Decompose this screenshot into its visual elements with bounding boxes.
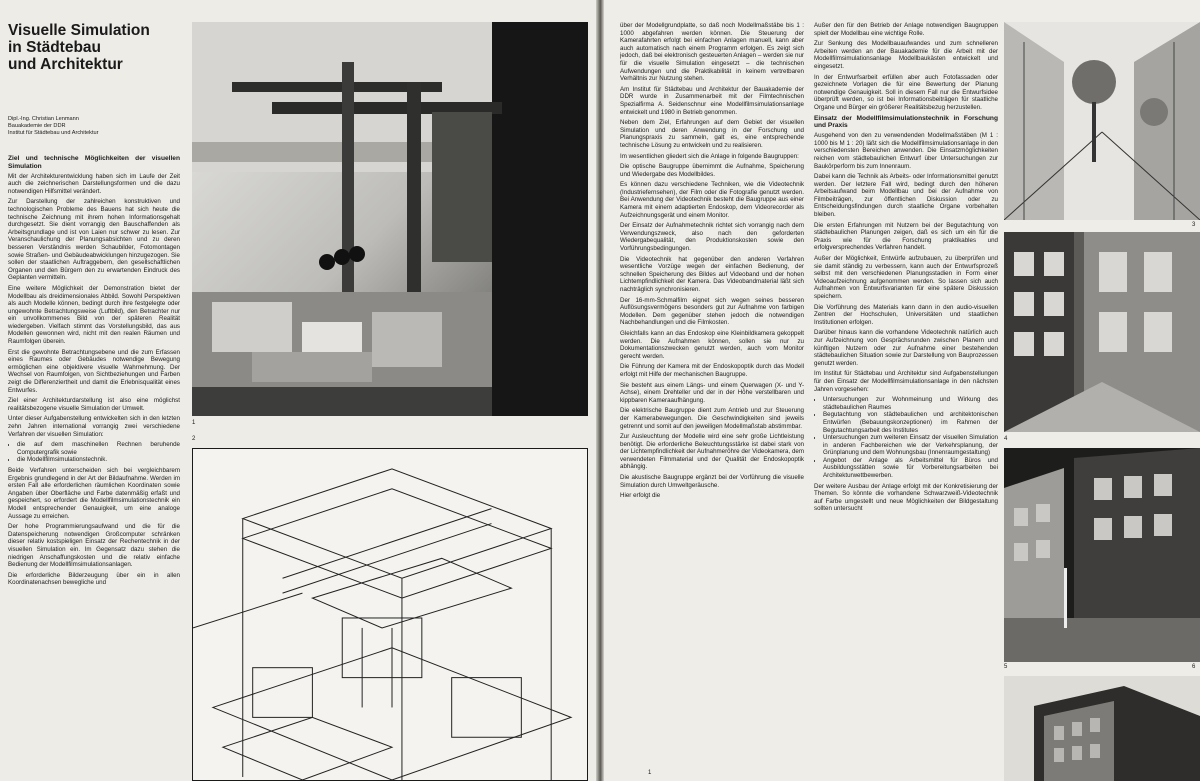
paragraph: Ausgehend von den zu verwendenden Modellmaßstäben (M 1 : 1000 bis M 1 : 20) läßt sich die Modellfilmsimulationsanlage in den verschiedensten Bereichen anwenden. Die Einsatzmöglichkeiten reichen vom städtebaulichen Entwurf über Untersuchungen zur Baukörperform bis zum Innenraum. xyxy=(814,132,998,170)
text-column-3 xyxy=(620,22,804,781)
paragraph: Am Institut für Städtebau und Architektur der Bauakademie der DDR wurde in Zusammenarbeit mit der Filmtechnischen Spezialfirma A. Seidenschnur eine Modellfilmsimulationsanlage entwickelt und 1980 in Betrieb genommen. xyxy=(620,85,804,116)
bullet-item: • die Modellfilmsimulationstechnik. xyxy=(17,456,180,464)
paragraph: Dabei kann die Technik als Arbeits- oder Informationsmittel genutzt werden. Der letztere Fall wird, bedingt durch den höheren Arbeitsaufwand beim Modellbau und bei der Aufnahme von Filmbeiträgen, zur öffentlichen Diskussion oder zu Entscheidungsfindungen durch staatliche Organe vorbehalten bleiben. xyxy=(814,173,998,219)
article-title xyxy=(8,22,178,73)
author-affiliation: Bauakademie der DDR xyxy=(8,123,66,129)
title-line: Visuelle Simulation xyxy=(8,22,150,39)
paragraph: über der Modellgrundplatte, so daß noch Modellmaßstäbe bis 1 : 1000 abgefahren werden können. Die Steuerung der Kamerafahrten erfolgt bei einfachen Anlagen manuell, kann aber auch automatisch nach einem Programm erfolgen. Es zeigt sich jedoch, daß bei elektronisch gesteuerten Anlagen – werden sie nur für die visuelle Simulation eingesetzt – die technischen Aufwendungen und die Praktikabilität in keinem vertretbaren Verhältnis zur Nutzung stehen. xyxy=(620,22,804,83)
paragraph: Der hohe Programmierungsaufwand und die für die Datenspeicherung notwendigen Großcomputer schränken dieser relativ kostspieligen Einsatz der Rechentechnik in der visuellen Simulation ein. Im Gegensatz dazu stehen die niedrigen Anschaffungskosten und die relativ einfache Bedienung der Modellfilmsimulationsanlagen. xyxy=(8,523,180,569)
paragraph: Mit der Architekturentwicklung haben sich im Laufe der Zeit auch die zeichnerischen Darstellungsformen und die dazu notwendigen Hilfsmittel verändert. xyxy=(8,172,180,195)
right-page xyxy=(604,0,1200,781)
paragraph: Die akustische Baugruppe ergänzt bei der Vorführung die visuelle Simulation durch Umweltgeräusche. xyxy=(620,474,804,489)
figure-number: 4 xyxy=(1004,436,1008,442)
left-page xyxy=(0,0,596,781)
paragraph: Der weitere Ausbau der Anlage erfolgt mit der Konkretisierung der Themen. So könnte die vorhandene Schwarzweiß-Videotechnik auf Farbe umgestellt und neue Möglichkeiten der Bildgestaltung sollten untersucht xyxy=(814,482,998,513)
paragraph: Beide Verfahren unterscheiden sich bei vergleichbarem Ergebnis grundlegend in der Art der Bildaufnahme. Werden im ersten Fall alle erforderlichen räumlichen Koordinaten sowie Angaben über Oberfläche und Farbe datenmäßig erfaßt und gespeichert, so erfordert die Modellfilmsimulationstechnik ein Modell entsprechender Genauigkeit, um eine analoge Aussage zu erreichen. xyxy=(8,466,180,520)
paragraph: Gleichfalls kann an das Endoskop eine Kleinbildkamera gekoppelt werden. Die Aufnahmen können, sollen sie nur zu Dokumentationszwecken genutzt werden, auch vom Monitor gerecht werden. xyxy=(620,329,804,360)
paragraph: Zur Darstellung der zahlreichen konstruktiven und technologischen Probleme des Bauens hat sich heute die technische Zeichnung mit ihrem hohen Informationsgehalt durchgesetzt. Sie dient vorrangig den Bauschaffenden als Arbeitsgrundlage und ist von Laien nur schwer zu lesen. Zur Veranschaulichung der Planungsabsichten und zu deren besseren Verständnis werden Schaubilder, Fotomontagen sowie Straßen- und Gebäudeabwicklungen hinzugezogen. Sie sollen der staatlichen Auftraggebern, den gesellschaftlichen Organen und den Bürgern den zu erwartenden Eindruck des Geplanten vermitteln. xyxy=(8,198,180,282)
author-institute: Institut für Städtebau und Architektur xyxy=(8,130,99,136)
paragraph: Die Führung der Kamera mit der Endoskopoptik durch das Modell erfolgt mit Hilfe der mechanischen Baugruppe. xyxy=(620,363,804,378)
figure-number: 3 xyxy=(1192,222,1196,228)
paragraph: Im Institut für Städtebau und Architektur sind Aufgabenstellungen für den Einsatz der Modellfilmsimulationsanlage in den nächsten Jahren vorgesehen: xyxy=(814,370,998,393)
book-gutter xyxy=(596,0,604,781)
paragraph: Unter dieser Aufgabenstellung entwickelten sich in den letzten zehn Jahren international vorrangig zwei verschiedene Verfahren der visuellen Simulation: xyxy=(8,415,180,438)
paragraph: Die Vorführung des Materials kann dann in den audio-visuellen Zentren der Hochschulen, Universitäten und staatlichen Institutionen erfolgen. xyxy=(814,303,998,326)
paragraph: Die erforderliche Bilderzeugung über ein in allen Koordinatenachsen bewegliche und xyxy=(8,571,180,587)
bullet-item: • Untersuchungen zur Wohnmeinung und Wirkung des städtebaulichen Raumes xyxy=(823,396,998,411)
figure-2-drawing xyxy=(192,448,588,781)
paragraph: Die ersten Erfahrungen mit Nutzern bei der Begutachtung von städtebaulichen Planungen zeigen, daß es sich um ein für die Praxis wie für die Forschung praktikables und erfolgversprechendes Verfahren handelt. xyxy=(814,221,998,252)
text-column-4 xyxy=(814,22,998,781)
paragraph: Erst die gewohnte Betrachtungsebene und die zum Erfassen eines Raumes oder Gebäudes notwendige Bewegung ermöglichen eine objektivere visuelle Wahrnehmung. Der Wechsel von Raumfolgen, von Sichtbeziehungen und Farben zeigt die Differenziertheit und damit die Erlebnisqualität eines Entwurfes. xyxy=(8,348,180,394)
street-model-icon xyxy=(1004,448,1200,662)
apparatus-photo-icon xyxy=(192,22,588,416)
facade-model-icon xyxy=(1004,232,1200,432)
paragraph: Eine weitere Möglichkeit der Demonstration bietet der Modellbau als dreidimensionales Abbild. Sowohl Perspektiven als auch Modelle können, bedingt durch ihre festgelegte oder ungewohnte Betrachtungsweise (Luftbild), den Betrachter nur ein unvollkommenes Bild von der späteren Realität wiedergeben. Vielfach stimmt das Vorstellungsbild, das aus Modellen gewonnen wird, nicht mit den realen Räumen und Raumfolgen überein. xyxy=(8,284,180,346)
figure-number: 2 xyxy=(192,436,196,442)
paragraph: Es können dazu verschiedene Techniken, wie die Videotechnik (Industriefernsehen), der Film oder die Fotografie genutzt werden. Bei Anwendung der Videotechnik besteht die Baugruppe aus einer Kamera mit einem adaptierten Endoskop, dem Videorecorder als Aufzeichnungsgerät und einem Monitor. xyxy=(620,181,804,219)
caption-number: 1 xyxy=(648,770,652,776)
paragraph: Die optische Baugruppe übernimmt die Aufnahme, Speicherung und Wiedergabe des Modellbildes. xyxy=(620,163,804,178)
paragraph: Sie besteht aus einem Längs- und einem Querwagen (X- und Y-Achse), einem Drehteller und der in der Höhe verstellbaren und kippbaren Kameraaufhängung. xyxy=(620,381,804,404)
bullet-item: • die auf dem maschinellen Rechnen beruhende Computergrafik sowie xyxy=(17,441,180,456)
paragraph: Neben dem Ziel, Erfahrungen auf dem Gebiet der visuellen Simulation und deren Anwendung in der Forschung und Planungspraxis zu sammeln, galt es, eine entsprechende technische Lösung zu entwickeln und zu realisieren. xyxy=(620,119,804,149)
title-line: und Architektur xyxy=(8,56,123,73)
paragraph: Außer den für den Betrieb der Anlage notwendigen Baugruppen spielt der Modellbau eine wichtige Rolle. xyxy=(814,22,998,37)
figure-number: 5 xyxy=(1004,664,1008,670)
author-name: Dipl.-Ing. Christian Lenmann xyxy=(8,116,79,122)
author-block xyxy=(8,116,180,137)
paragraph: Der Einsatz der Aufnahmetechnik richtet sich vorrangig nach dem Verwendungszweck, also nach den geforderten Wiedergabequalität, den Produktionskosten sowie den Vorführungsbedingungen. xyxy=(620,222,804,253)
title-line: in Städtebau xyxy=(8,39,102,56)
figure-5-photo xyxy=(1004,448,1200,662)
paragraph: Die Videotechnik hat gegenüber den anderen Verfahren wesentliche Vorzüge wegen der einfachen Bedienung, der schnellen Speicherung des Bildes auf Videoband und der hohen Lichtempfindlichkeit der Kamera. Das Videobandmaterial läßt sich nachträglich synchronisieren. xyxy=(620,255,804,293)
paragraph: Darüber hinaus kann die vorhandene Videotechnik natürlich auch zur Aufzeichnung von Gesprächsrunden zwischen Planern und künftigen Nutzern oder zur Aufnahme einer bestehenden städtebaulichen Situation sowie zur Darstellung von Bauprozessen genutzt werden. xyxy=(814,329,998,367)
isometric-drawing-icon xyxy=(193,449,587,780)
bullet-item: • Angebot der Anlage als Arbeitsmittel für Büros und Ausbildungsstätten sowie für Vorbereitungsarbeiten bei Architekturwettbewerben. xyxy=(823,457,998,480)
paragraph: Im wesentlichen gliedert sich die Anlage in folgende Baugruppen: xyxy=(620,152,799,160)
arcade-sketch-icon xyxy=(1004,22,1200,220)
figure-4-photo xyxy=(1004,232,1200,432)
bullet-item: • Begutachtung von städtebaulichen und architektonischen Entwürfen (Bebauungskonzeptionen) im Rahmen der Begutachtungsarbeit des Institutes xyxy=(823,411,998,434)
section-heading: Einsatz der Modellfilmsimulationstechnik in Forschung und Praxis xyxy=(814,114,998,130)
text-column-1 xyxy=(8,152,180,781)
paragraph: Außer der Möglichkeit, Entwürfe aufzubauen, zu überprüfen und sie damit ständig zu verbessern, kann auch der Entwurfsprozeß selbst mit den verschiedenen Planungsstadien in Form einer Videoaufzeichnung aufgenommen werden. So lassen sich auch Aufnahmen von Entwurfsvarianten für eine spätere Diskussion speichern. xyxy=(814,255,998,300)
bullet-item: • Untersuchungen zum weiteren Einsatz der visuellen Simulation in anderen Fachbereichen wie der Verkehrsplanung, der Grünplanung und dem Wohnungsbau (Innenraumgestaltung) xyxy=(823,434,998,457)
figure-6-photo xyxy=(1004,676,1200,781)
section-heading: Ziel und technische Möglichkeiten der visuellen Simulation xyxy=(8,155,180,170)
paragraph: Hier erfolgt die xyxy=(620,492,661,500)
paragraph: Die elektrische Baugruppe dient zum Antrieb und zur Steuerung der Kamerabewegungen. Die Geschwindigkeiten sind jeweils getrennt und somit auf den jeweiligen Modellmaßstab abstimmbar. xyxy=(620,407,804,430)
figure-number: 6 xyxy=(1192,664,1196,670)
figure-number: 1 xyxy=(192,420,196,426)
paragraph: Ziel einer Architekturdarstellung ist also eine möglichst realitätsbezogene visuelle Simulation der Umwelt. xyxy=(8,397,180,412)
figure-3-photo xyxy=(1004,22,1200,220)
paragraph: In der Entwurfsarbeit erfüllen aber auch Fotofassaden oder gezeichnete Vorlagen die für eine Bewertung der Planung notwendige Genauigkeit. Soll in diesem Fall nur die Entwurfsidee überprüft werden, so ist bei Informationsbeiträgen für staatliche Organe und Bürger ein größerer Realitätsbezug herzustellen. xyxy=(814,73,998,111)
figure-1-photo xyxy=(192,22,588,416)
paragraph: Zur Ausleuchtung der Modelle wird eine sehr große Lichtleistung benötigt. Die erforderliche Beleuchtungsstärke ist dabei stark von der Lichtempfindlichkeit der Aufnahmeröhre der Videokamera, dem verwendeten Filmmaterial und der Qualität der Endoskopoptik abhängig. xyxy=(620,433,804,471)
bullet-list xyxy=(8,441,180,464)
paragraph: Der 16-mm-Schmalfilm eignet sich wegen seines besseren Auflösungsvermögens besonders gut zur Aufnahme von farbigen Modellen. Dem gegenüber stehen jedoch die notwendigen Nachbehandlungen und die Filmkosten. xyxy=(620,296,804,327)
paragraph: Zur Senkung des Modellbauaufwandes und zum schnelleren Arbeiten werden an der Bauakademie für die Arbeit mit der Modellfilmsimulationsanlage Modellbaukästen entwickelt und eingesetzt. xyxy=(814,40,998,70)
bullet-list xyxy=(814,396,998,480)
building-model-icon xyxy=(1004,676,1200,781)
